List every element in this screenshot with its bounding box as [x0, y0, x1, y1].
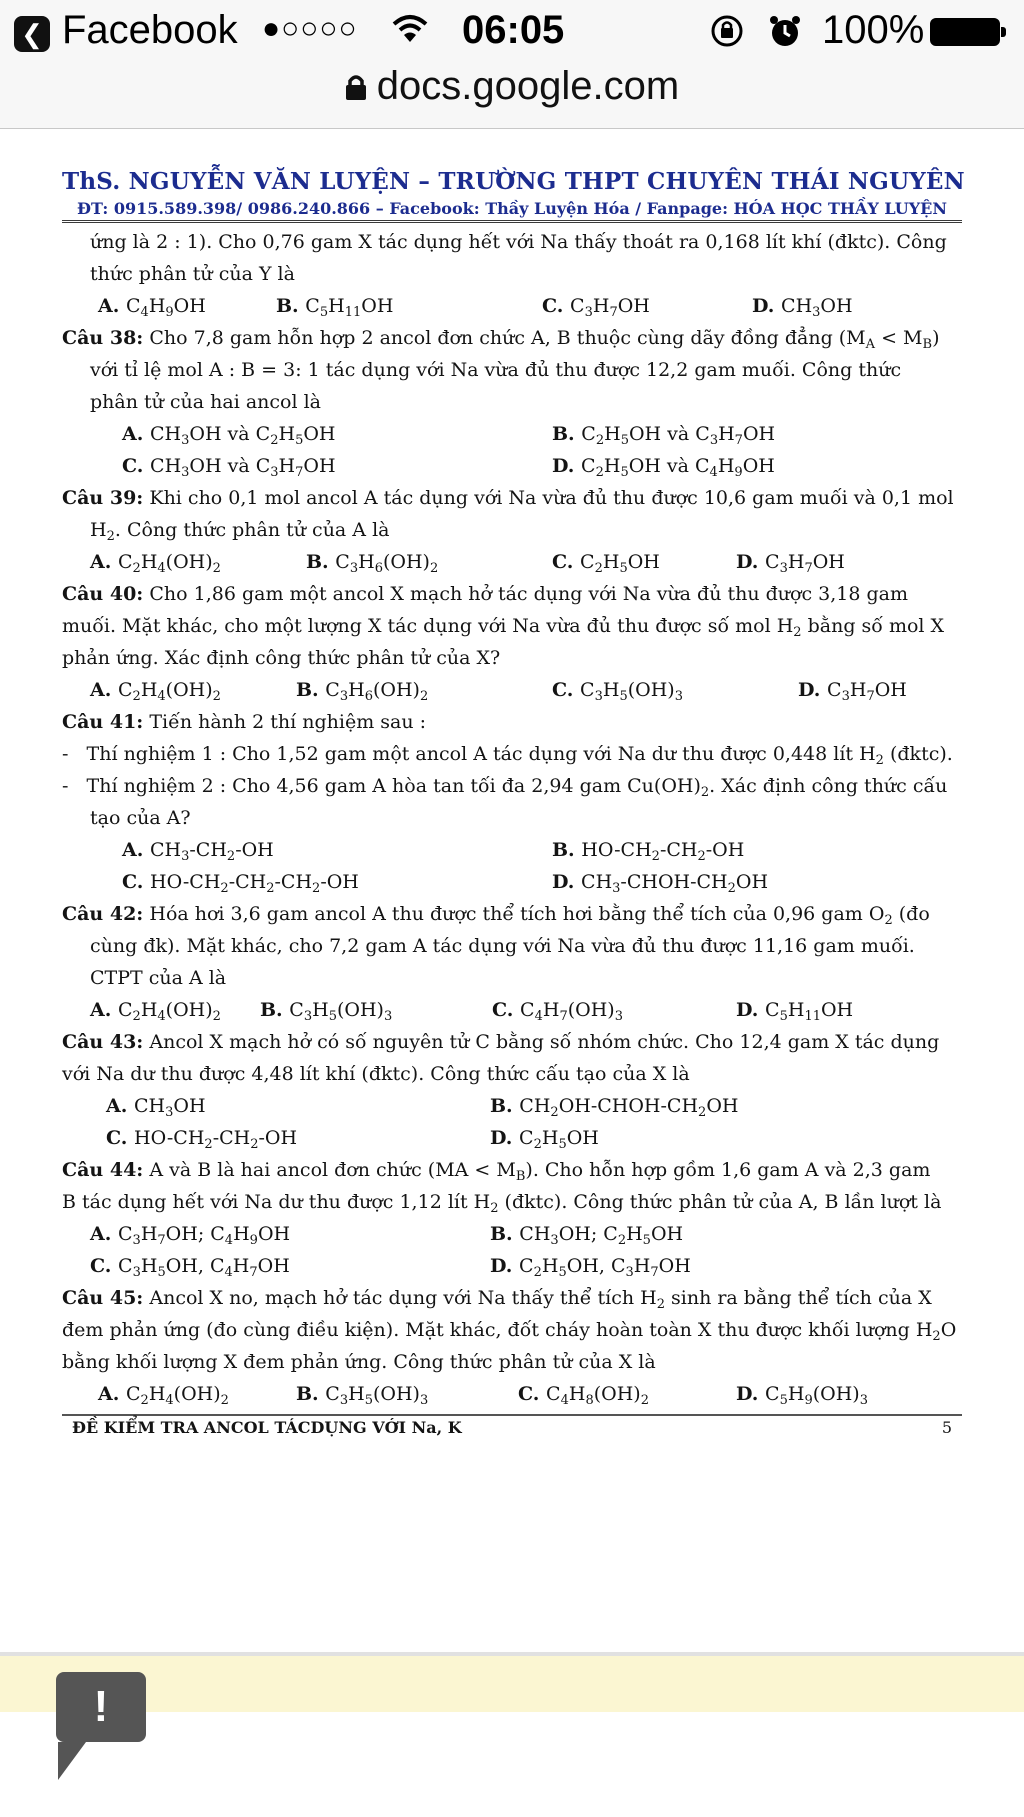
option-c: C. $C_3H_5OH$, $C_4H_7OH$	[90, 1255, 290, 1280]
option-b: B. $C_3H_6(OH)_2$	[306, 551, 439, 576]
option-c: C. $C_3H_7OH$	[542, 295, 650, 320]
question-38: Câu 38: Cho 7,8 gam hỗn hợp 2 ancol đơn chức A, B thuộc cùng dãy đồng đẳng $(M_A < M_B)$	[62, 327, 940, 352]
option-b: B. $C_5H_{11}OH$	[276, 295, 394, 320]
option-d: D. $CH_3-CHOH-CH_2OH$	[552, 871, 769, 896]
document-page	[62, 168, 965, 1442]
answer-options	[62, 1250, 962, 1282]
option-a: A. $CH_3OH$	[106, 1095, 206, 1120]
option-b: B. $CH_3OH$; $C_2H_5OH$	[490, 1223, 684, 1248]
text-line: cùng đk). Mặt khác, cho 7,2 gam A tác dụng với Na vừa đủ thu được 11,16 gam muối.	[90, 935, 915, 957]
lock-icon	[345, 66, 367, 111]
option-d: D. $C_2H_5OH$, $C_3H_7OH$	[490, 1255, 691, 1280]
option-d: D. $CH_3OH$	[752, 295, 853, 320]
option-b: B. $CH_2OH-CHOH-CH_2OH$	[490, 1095, 739, 1120]
back-arrow-icon[interactable]: ❮	[14, 16, 50, 52]
url-display[interactable]	[0, 64, 1024, 111]
page-number: 5	[941, 1418, 952, 1437]
header-title: ThS. NGUYỄN VĂN LUYỆN – TRƯỜNG THPT CHUYÊN THÁI NGUYÊN	[62, 168, 965, 195]
text-line: ứng là 2 : 1). Cho 0,76 gam X tác dụng hết với Na thấy thoát ra 0,168 lít khí (đktc). Công	[90, 231, 947, 253]
rotation-lock-icon	[710, 14, 744, 53]
option-d: D. $C_5H_{11}OH$	[736, 999, 854, 1024]
text-line: CTPT của A là	[90, 967, 227, 989]
header-contact: ĐT: 0915.589.398/ 0986.240.866 – Facebook: Thầy Luyện Hóa / Fanpage: HÓA HỌC THẦY LUYỆN	[77, 199, 947, 218]
option-c: C. $HO-CH_2-CH_2-OH$	[106, 1127, 298, 1152]
option-b: B. $C_3H_6(OH)_2$	[296, 679, 429, 704]
option-d: D. $C_3H_7OH$	[798, 679, 907, 704]
question-45: Câu 45: Ancol X no, mạch hở tác dụng với Na thấy thể tích $H_2$ sinh ra bằng thể tích của X	[62, 1287, 932, 1312]
option-c: C. $C_3H_5(OH)_3$	[552, 679, 683, 704]
option-a: A. $C_2H_4(OH)_2$	[98, 1383, 229, 1408]
option-d: D. $C_2H_5OH$	[490, 1127, 599, 1152]
answer-options	[62, 866, 962, 898]
option-d: D. $C_3H_7OH$	[736, 551, 845, 576]
url-text: docs.google.com	[376, 64, 680, 108]
answer-options	[62, 450, 962, 482]
address-bar[interactable]	[0, 62, 1024, 129]
option-a: A. $C_2H_4(OH)_2$	[90, 551, 221, 576]
text-line: phân tử của hai ancol là	[90, 391, 322, 413]
answer-options	[62, 1122, 962, 1154]
page-footer	[62, 1416, 962, 1442]
option-c: C. $C_4H_8(OH)_2$	[518, 1383, 649, 1408]
option-a: A. $CH_3OH$ và $C_2H_5OH$	[122, 423, 336, 448]
document-body	[62, 226, 962, 1410]
text-line: tạo của A?	[90, 807, 191, 829]
option-b: B. $C_3H_5(OH)_3$	[296, 1383, 429, 1408]
question-41: Câu 41: Tiến hành 2 thí nghiệm sau :	[62, 711, 427, 733]
text-line: đem phản ứng (đo cùng điều kiện). Mặt khác, đốt cháy hoàn toàn X thu được khối lượng $H_2O$	[62, 1319, 957, 1344]
clock-time: 06:05	[462, 8, 565, 52]
question-39: Câu 39: Khi cho 0,1 mol ancol A tác dụng với Na vừa đủ thu được 10,6 gam muối và 0,1 mol	[62, 487, 954, 509]
status-bar	[0, 0, 1024, 62]
question-40: Câu 40: Cho 1,86 gam một ancol X mạch hở tác dụng với Na vừa đủ thu được 3,18 gam	[62, 583, 909, 605]
answer-options	[62, 674, 962, 706]
answer-options	[62, 546, 962, 578]
question-44: Câu 44: A và B là hai ancol đơn chức $(MA < M_B)$. Cho hỗn hợp gồm 1,6 gam A và 2,3 gam	[62, 1159, 931, 1184]
text-line: muối. Mặt khác, cho một lượng X tác dụng với Na vừa đủ thu được số mol $H_2$ bằng số mol X	[62, 615, 945, 640]
option-a: A. $C_3H_7OH$; $C_4H_9OH$	[90, 1223, 291, 1248]
answer-options	[62, 1218, 962, 1250]
option-c: C. $C_2H_5OH$	[552, 551, 660, 576]
text-line: B tác dụng hết với Na dư thu được 1,12 lít $H_2$ (đktc). Công thức phân tử của A, B lần lượt là	[62, 1191, 942, 1216]
text-line: với tỉ lệ mol A : B = 3: 1 tác dụng với Na vừa đủ thu được 12,2 gam muối. Công thức	[90, 359, 902, 381]
option-a: A. $C_2H_4(OH)_2$	[90, 679, 221, 704]
signal-strength: ●○○○○	[262, 12, 358, 45]
text-line: - Thí nghiệm 1 : Cho 1,52 gam một ancol A tác dụng với Na dư thu được 0,448 lít $H_2$ (đktc).	[62, 743, 953, 768]
answer-options	[62, 290, 962, 322]
option-d: D. $C_2H_5OH$ và $C_4H_9OH$	[552, 455, 775, 480]
battery-percent: 100%	[822, 8, 925, 52]
answer-options	[62, 1378, 962, 1410]
feedback-button[interactable]: !	[56, 1672, 146, 1742]
answer-options	[62, 418, 962, 450]
option-c: C. $CH_3OH$ và $C_3H_7OH$	[122, 455, 336, 480]
question-43: Câu 43: Ancol X mạch hở có số nguyên tử C bằng số nhóm chức. Cho 12,4 gam X tác dụng	[62, 1031, 940, 1053]
option-c: C. $HO-CH_2-CH_2-CH_2-OH$	[122, 871, 359, 896]
question-42: Câu 42: Hóa hơi 3,6 gam ancol A thu được thể tích hơi bằng thể tích của 0,96 gam $O_2$ (đo	[62, 903, 930, 928]
answer-options	[62, 834, 962, 866]
text-line: phản ứng. Xác định công thức phân tử của X?	[62, 647, 501, 669]
battery-icon	[930, 18, 1000, 46]
wifi-icon	[392, 14, 428, 49]
option-a: A. $C_2H_4(OH)_2$	[90, 999, 221, 1024]
option-a: A. $CH_3-CH_2-OH$	[122, 839, 274, 864]
text-line: thức phân tử của Y là	[90, 263, 295, 285]
option-c: C. $C_4H_7(OH)_3$	[492, 999, 623, 1024]
answer-options	[62, 1090, 962, 1122]
back-app-label[interactable]: Facebook	[62, 8, 238, 52]
option-b: B. $HO-CH_2-CH_2-OH$	[552, 839, 745, 864]
text-line: bằng khối lượng X đem phản ứng. Công thức phân tử của X là	[62, 1351, 656, 1373]
footer-title: ĐỀ KIỂM TRA ANCOL TÁCDỤNG VỚI Na, K	[72, 1418, 462, 1437]
text-line: $H_2$. Công thức phân tử của A là	[90, 519, 390, 544]
notice-banner	[0, 1652, 1024, 1712]
option-a: A. $C_4H_9OH$	[98, 295, 206, 320]
text-line: - Thí nghiệm 2 : Cho 4,56 gam A hòa tan tối đa 2,94 gam $Cu(OH)_2$. Xác định công thức cấu	[62, 775, 948, 800]
text-line: với Na dư thu được 4,48 lít khí (đktc). Công thức cấu tạo của X là	[62, 1063, 690, 1085]
option-d: D. $C_5H_9(OH)_3$	[736, 1383, 868, 1408]
option-b: B. $C_3H_5(OH)_3$	[260, 999, 393, 1024]
alarm-icon	[768, 14, 802, 53]
answer-options	[62, 994, 962, 1026]
option-b: B. $C_2H_5OH$ và $C_3H_7OH$	[552, 423, 776, 448]
